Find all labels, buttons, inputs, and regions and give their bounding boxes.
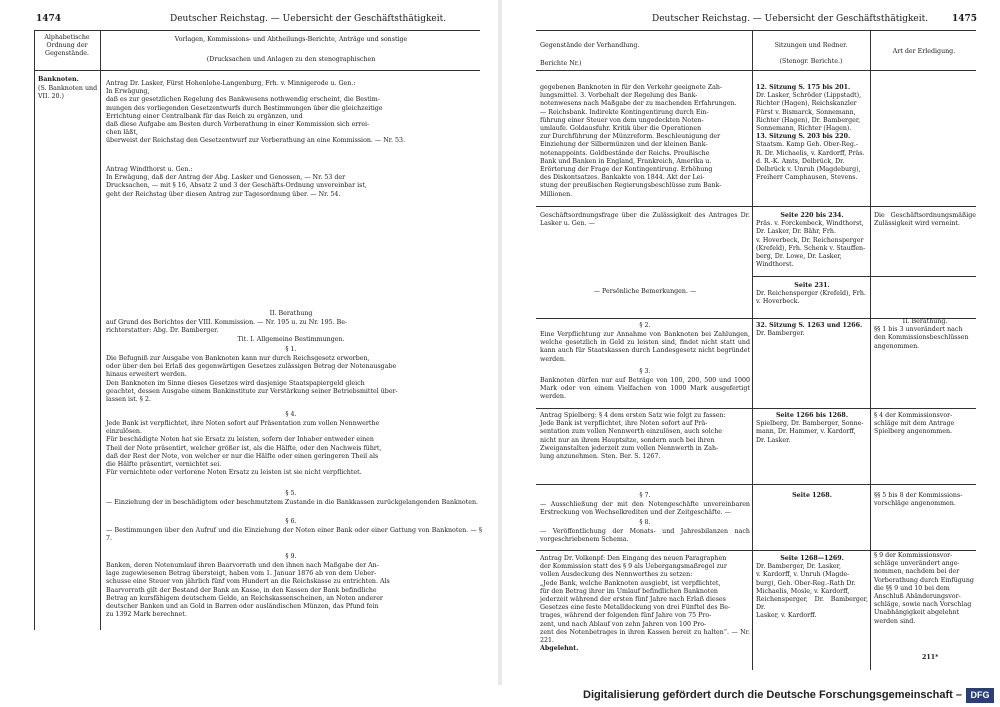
block1-line: Bank und Banken in England, Frankreich, Amerika u. (540, 157, 712, 165)
section-8-heading: § 8. (639, 519, 651, 526)
block1-line: umlaufe. Goldausfuhr. Kritik über die Operationen (540, 125, 702, 133)
block1-line: des Diskontsatzes. Bankakte von 1844. Akt der Lei- (540, 174, 705, 182)
section-4-line: einzulösen. (106, 428, 142, 436)
section-9-line: Betrag an kursfähigem deutschem Gelde, an Reichskassenscheinen, an Noten anderer (106, 594, 383, 602)
block2-sessions (756, 212, 868, 272)
tit-1-heading: Tit. I. Allgemeine Bestimmungen. (237, 336, 345, 343)
block5-text (540, 412, 750, 464)
block5-line: sentation zum vollen Nennwerth einzulösen, auch solche (540, 428, 722, 436)
block5-line: Jede Bank ist verpflichtet, ihre Noten sofort auf Prä- (540, 420, 708, 428)
right-header-rule-top (536, 30, 976, 31)
block7-result (874, 552, 976, 628)
block7-result-line: Vorberathung durch Einfügung (874, 576, 974, 584)
block1-session-line: Freiherr Camphausen, Stevens. (756, 174, 858, 182)
section-4-text (106, 420, 482, 480)
right-row-rule-5 (536, 484, 976, 485)
right-page-header: Deutscher Reichstag. — Uebersicht der Geschäftsthätigkeit. (652, 14, 929, 24)
antrag-windthorst-line: geht der Reichstag über diesen Antrag zur Tagesordnung über. — Nr. 54. (106, 190, 341, 198)
block7-result-line: schläge, sowie nach Vorschlag (874, 601, 972, 609)
block7-result-line: die §§ 9 und 10 bei dem (874, 584, 950, 592)
section-1-line: hinaus erweitert werden. (106, 371, 187, 379)
block2-session-line: Präs. v. Forckenbeck, Windthorst, (756, 220, 864, 228)
block1-sessions (756, 84, 868, 202)
block7-session-line: Dr. Bamberger, Dr. Lasker, (756, 563, 841, 571)
block1-session-line: Sonnemann, Richter (Hagen). (756, 125, 852, 133)
right-page-footer-number: 211* (922, 654, 939, 661)
antrag-windthorst-line: In Erwägung, daß der Antrag der Abg. Lasker und Genossen, — Nr. 53 der (106, 174, 346, 182)
block7-line: trages, während der folgenden fünf Jahre von 75 Pro- (540, 612, 712, 620)
right-column-divider-2 (870, 30, 871, 670)
antrag-windthorst-line: Drucksachen, — mit § 16, Absatz 2 und 3 der Geschäfts-Ordnung unvereinbar ist, (106, 182, 367, 190)
block1-session-line: Dr. Lasker, Schröder (Lippstadt), (756, 92, 862, 100)
section-2-text: Eine Verpflichtung zur Annahme von Banknoten bei Zahlungen, welche gesetzlich in Geld zu leisten sind, findet nicht statt und kann auch für Staatskassen durch Landesgesetz nicht begründet werden. (540, 331, 750, 363)
berichterstatter: richterstatter: Abg. Dr. Bamberger. (106, 327, 219, 334)
right-page (502, 0, 1000, 685)
block7-line: „Jede Bank, welche Banknoten ausgiebt, ist verpflichtet, (540, 579, 721, 587)
left-page-number: 1474 (36, 14, 62, 24)
block7-session-line: Michaelis, Mosle, v. Kardorff, (756, 587, 850, 595)
block1-line: lungsmittel. 3. Vorbehalt der Regelung des Bank- (540, 92, 698, 100)
block5-line: Zweiganstalten jederzeit zum vollen Nennwerth in Zah- (540, 444, 719, 452)
right-header-rule-bottom (536, 70, 976, 71)
block2-session-line: (Krefeld), Frh. Schenk v. Stauffen- (756, 244, 866, 252)
block5-result-line: schläge mit dem Antrage (874, 420, 955, 428)
section-1-text (106, 355, 482, 407)
block6-result (874, 492, 976, 510)
antrag-lasker-line: überweist der Reichstag den Gesetzentwurf zur Vorberathung an eine Kommission. — Nr. 53. (106, 137, 406, 145)
block7-result-line: werden sind. (874, 617, 916, 625)
block1-line: Erörterung der Frage der Kontingentirung. Erhöhung (540, 166, 713, 174)
block4-result-line: den Kommissionsbeschlüssen (874, 334, 969, 342)
section-1-line: geachtet, dessen Ausgabe einem Bankinstitute zur Verstärkung seiner Betriebsmittel über- (106, 387, 398, 395)
left-column-divider (100, 30, 101, 630)
section-3-text: Banknoten dürfen nur auf Beträge von 100, 200, 500 und 1000 Mark oder von einem Vielfachen von 1000 Mark ausgefertigt werden. (540, 377, 750, 401)
block1-line: — Reichsbank. Indirekte Kontingentirung durch Ein- (540, 108, 709, 116)
block1-session-line: Richter (Hagen), Dr. Bamberger, (756, 116, 861, 124)
block4-sessions (756, 322, 868, 340)
block1-session-line: Richter (Hagen), Reichskanzler (756, 100, 857, 108)
section-1-line: Die Befugniß zur Ausgabe von Banknoten kann nur durch Reichsgesetz erworben, (106, 355, 370, 362)
section-4-line: daß der Rest der Note, von welcher er nur die Hälfte oder einen geringeren Theil als (106, 452, 379, 460)
left-col2-header: Vorlagen, Kommissions- und Abtheilungs-Berichte, Anträge und sonstige (174, 36, 408, 43)
section-4-line: Für vernichtete oder verlorene Noten Ersatz zu leisten ist sie nicht verpflichtet. (106, 469, 362, 477)
block7-line: jederzeit während der ersten fünf Jahre nach Erlaß dieses (540, 596, 726, 604)
section-7-text: — Ausschließung der mit den Notengeschäfte unvereinbaren Erstreckung von Wechselkrediten und der Zeitgeschäfte. — (540, 501, 750, 517)
block7-line: vollen Ausdeckung des Nennwerthes zu setzen: (540, 571, 693, 579)
right-col2-header: Sitzungen und Redner. (774, 42, 848, 49)
right-col2-sub: (Stenogr. Berichte.) (779, 58, 843, 65)
footer-text: Digitalisierung gefördert durch die Deutsche Forschungsgemeinschaft – (583, 689, 962, 701)
beratung-line: auf Grund des Berichtes der VIII. Kommission. — Nr. 195 u. zu Nr. 195. Be- (106, 319, 348, 326)
right-row-rule-4 (536, 408, 976, 409)
section-4-line: die Hälfte präsentirt, vernichtet sei. (106, 461, 222, 469)
block4-result (874, 318, 976, 354)
section-6-text: — Bestimmungen über den Aufruf und die Einziehung der Noten einer Bank oder einer Gattung von Banknoten. — § 7. (106, 527, 482, 543)
block5-session-line: Spielberg, Dr. Bamberger, Sonne- (756, 420, 864, 428)
block7-line: zent, und nach Ablauf von zehn Jahren von 100 Pro- (540, 620, 707, 628)
block7-result-line: nommen, nachdem bei der (874, 568, 960, 576)
block2-session-line: berg, Dr. Lowe, Dr. Lasker, (756, 253, 842, 261)
antrag-lasker-line: daß diese Aufgabe am Besten durch Vorberathung in einer Kommission sich errei- (106, 121, 370, 129)
digitization-footer (0, 685, 1000, 707)
block4-session-line: 32. Sitzung S. 1263 und 1266. (756, 322, 863, 329)
block2-session-line: Windthorst. (756, 261, 794, 269)
block1-line: notenappoints. Goldbestände der Reichs. Preußische (540, 149, 710, 157)
right-page-number: 1475 (952, 14, 978, 24)
block1-line: gegebenen Banknoten in für den Verkehr geeignete Zah- (540, 84, 723, 91)
block1-session-line: 13. Sitzung S. 203 bis 220. (756, 133, 851, 141)
block5-line: nicht nur an ihrem Hauptsitze, sondern auch bei ihren (540, 436, 715, 444)
block1-line: stung der preußischen Regierungsbeschlüsse zum Bank- (540, 182, 722, 190)
block4-session-line: Dr. Bamberger. (756, 330, 805, 338)
block5-result-line: Spielberg angenommen. (874, 428, 953, 436)
block7-line: Gesetzes eine feste Metalldeckung von drei Fünftel des Be- (540, 604, 731, 612)
antrag-lasker (106, 80, 482, 162)
block2-session-line: v. Hoverbeck, Dr. Reichensperger (756, 236, 864, 244)
block4-result-line: II. Berathung. (902, 318, 948, 325)
block5-line: Antrag Spielberg: § 4 dem ersten Satz wie folgt zu fassen: (540, 412, 726, 419)
right-row-rule-1 (536, 206, 976, 207)
block7-text (540, 555, 750, 653)
section-3-heading: § 3. (639, 368, 651, 375)
block4-result-line: §§ 1 bis 3 unverändert nach (874, 326, 963, 334)
block5-session-line: Dr. Lasker. (756, 436, 791, 444)
section-4-line: Für beschädigte Noten hat sie Ersatz zu leisten, sofern der Inhaber entweder einen (106, 436, 374, 444)
block6-result-line: §§ 5 bis 8 der Kommissions- (874, 492, 963, 499)
section-1-line: Den Banknoten im Sinne dieses Gesetzes wird dasjenige Staatspapiergeld gleich (106, 379, 365, 387)
right-col1-header: Gegenstände der Verhandlung. (540, 42, 640, 49)
section-9-line: Banken, deren Notenumlauf ihren Baarvorrath und den ihnen nach Maßgabe der An- (106, 562, 379, 569)
block7-result-line: § 9 der Kommissionsvor- (874, 552, 953, 559)
block5-session-line: mann, Dr. Hammer, v. Kardorff, (756, 428, 856, 436)
left-col2-subheader: (Drucksachen und Anlagen zu den stenographischen (206, 56, 376, 63)
dfg-logo: DFG (966, 688, 994, 703)
block7-line: Abgelehnt. (540, 645, 579, 653)
block5-sessions (756, 412, 868, 448)
section-6-heading: § 6. (285, 518, 297, 525)
block7-line: Antrag Dr. Volkenpf: Den Eingang des neuen Paragraphen (540, 555, 727, 562)
right-row-rule-2 (752, 276, 976, 277)
section-4-heading: § 4. (285, 411, 297, 418)
block3-sessions (756, 282, 868, 310)
section-9-text (106, 562, 482, 622)
block7-session-line: v. Kardorff, v. Unruh (Magde- (756, 571, 850, 579)
block2-result: Die Geschäftsordnungsmäßige Zulässigkeit wird verneint. (874, 212, 976, 228)
block7-session-line: Lasker, v. Kardorff. (756, 612, 817, 620)
section-2-heading: § 2. (639, 322, 651, 329)
section-9-line: zu 1392 Mark berechnet. (106, 611, 187, 619)
block1-line: zur Durchführung der Münzreform. Beschleunigung der (540, 133, 721, 141)
section-9-line: deutscher Banken und an Gold in Barren oder ausländischen Münzen, das Pfund fein (106, 603, 379, 611)
block3-session-line: Seite 231. (794, 282, 830, 289)
block1-session-line: R. Dr. Michaelis, v. Kardorff, Präs. (756, 149, 865, 157)
right-row-rule-6 (536, 550, 976, 551)
right-col1-sub: Berichte Nr.) (540, 60, 582, 67)
block7-result-line: Unabhängigkeit abgelehnt (874, 609, 960, 617)
block7-line: zent des Notenbetrages in ihren Kassen bereit zu halten“. — Nr. 221. (540, 628, 750, 645)
block1-session-line: d. R.-K. Amts, Delbrück, Dr. (756, 157, 845, 165)
block5-result (874, 412, 976, 440)
antrag-lasker-line: Antrag Dr. Lasker, Fürst Hohenlohe-Langenburg, Frh. v. Minnigerode u. Gen.: (106, 80, 356, 87)
section-9-heading: § 9. (285, 553, 297, 560)
block1-session-line: Delbrück v. Unruh (Magdeburg), (756, 166, 861, 174)
left-border-left (34, 30, 35, 630)
block5-session-line: Seite 1266 bis 1268. (775, 412, 849, 419)
section-5-heading: § 5. (285, 490, 297, 497)
block5-result-line: § 4 der Kommissionsvor- (874, 412, 953, 419)
left-page (0, 0, 498, 685)
left-col1-header: Alphabetische Ordnung der Gegenstände. (44, 34, 90, 58)
block7-result-line: Anschluß Abänderungsvor- (874, 593, 961, 601)
block7-sessions (756, 555, 868, 620)
antrag-lasker-line: mungen des vorliegenden Gesetzentwurfs durch Bestimmungen über die gleichzeitige (106, 104, 383, 112)
topic-ref: (S. Banknoten und VII. 20.) (38, 85, 98, 101)
block3-text: — Persönliche Bemerkungen. — (593, 288, 697, 295)
block7-result-line: schläge unverändert ange- (874, 560, 960, 568)
section-1-line: oder über den bei Erlaß des gegenwärtigen Gesetzes zulässigen Betrag der Notenausgabe (106, 363, 397, 371)
block1-session-line: Fürst v. Bismarck, Sonnemann, (756, 108, 856, 116)
block1-line: Einziehung der Silbermünzen und der kleinen Bank- (540, 141, 708, 149)
section-8-text: — Veröffentlichung der Monats- und Jahresbilanzen nach vorgeschriebenem Schema. (540, 528, 750, 544)
antrag-windthorst-line: Antrag Windthorst u. Gen.: (106, 166, 193, 173)
block7-session-line: burg), Geh. Ober-Reg.-Rath Dr. (756, 579, 856, 587)
block3-session-line: v. Hoverbeck. (756, 298, 800, 306)
block2-text: Geschäftsordnungsfrage über die Zulässigkeit des Antrages Dr. Lasker u. Gen. — (540, 212, 750, 228)
beratung-title: II. Berathung (269, 310, 313, 317)
block7-session-line: Seite 1268—1269. (780, 555, 844, 562)
antrag-windthorst (106, 166, 482, 206)
topic-label: Banknoten. (38, 76, 79, 83)
section-9-line: schusse eine Steuer von jährlich fünf vom Hundert an die Reichskasse zu entrichten. Als (106, 578, 390, 586)
right-col3-header: Art der Erledigung. (892, 48, 956, 55)
antrag-lasker-line: Errichtung einer Centralbank für das Reich zu ergänzen, und (106, 112, 303, 120)
block5-line: lung anzunehmen. Sten. Ber. S. 1267. (540, 453, 661, 461)
section-5-text: — Einziehung der in beschädigtem oder beschmutztem Zustande in die Bankkassen zurückgelangenden Banknoten. (106, 499, 479, 506)
antrag-lasker-line: chen läßt, (106, 129, 138, 137)
block7-line: für den Betrag ihrer im Umlauf befindlichen Banknoten (540, 587, 718, 595)
block6-result-line: vorschläge angenommen. (874, 500, 956, 508)
antrag-lasker-line: daß es zur gesetzlichen Regelung des Bankwesens nothwendig erscheint, die Bestim- (106, 96, 380, 104)
block1-text (540, 84, 750, 202)
block7-line: der Kommission statt des § 9 als Uebergangsmaßregel zur (540, 563, 727, 571)
right-column-divider-1 (752, 30, 753, 670)
block1-line: notenwesens nach Maßgabe der zu machenden Erfahrungen. (540, 100, 737, 108)
block1-session-line: 12. Sitzung S. 175 bis 201. (756, 84, 851, 91)
section-4-line: Jede Bank ist verpflichtet, ihre Noten sofort auf Präsentation zum vollen Nennwerthe (106, 420, 380, 427)
block4-result-line: angenommen. (874, 342, 920, 350)
section-9-line: Baarvorrath gilt der Bestand der Bank an Kasse, in den Kassen der Bank befindliche (106, 586, 377, 594)
block3-session-line: Dr. Reichensperger (Krefeld), Frh. (756, 290, 866, 298)
block1-line: Millionen. (540, 190, 573, 198)
section-7-heading: § 7. (639, 492, 651, 499)
antrag-lasker-line: In Erwägung, (106, 88, 150, 96)
section-1-line: lassen ist. § 2. (106, 396, 151, 404)
section-1-heading: § 1. (285, 346, 297, 353)
section-9-line: lage zugewiesenen Betrag übersteigt, haben vom 1. Januar 1876 ab von dem Ueber- (106, 570, 377, 578)
left-page-header: Deutscher Reichstag. — Uebersicht der Geschäftsthätigkeit. (170, 14, 447, 24)
block6-sessions: Seite 1268. (792, 492, 832, 499)
block1-session-line: Staatsm. Kamp Geh. Ober-Reg.- (756, 141, 859, 149)
block7-session-line: Reichensperger, Dr. Bamberger, Dr. (756, 596, 868, 612)
section-4-line: Theil der Note präsentirt, welcher größer ist, als die Hälfte, oder den Nachweis führt, (106, 444, 382, 452)
block2-session-line: Dr. Lasker, Dr. Bähr, Frh. (756, 228, 836, 236)
block1-line: führung einer Steuer von dem ungedeckten Noten- (540, 116, 704, 124)
block2-session-line: Seite 220 bis 234. (780, 212, 844, 219)
